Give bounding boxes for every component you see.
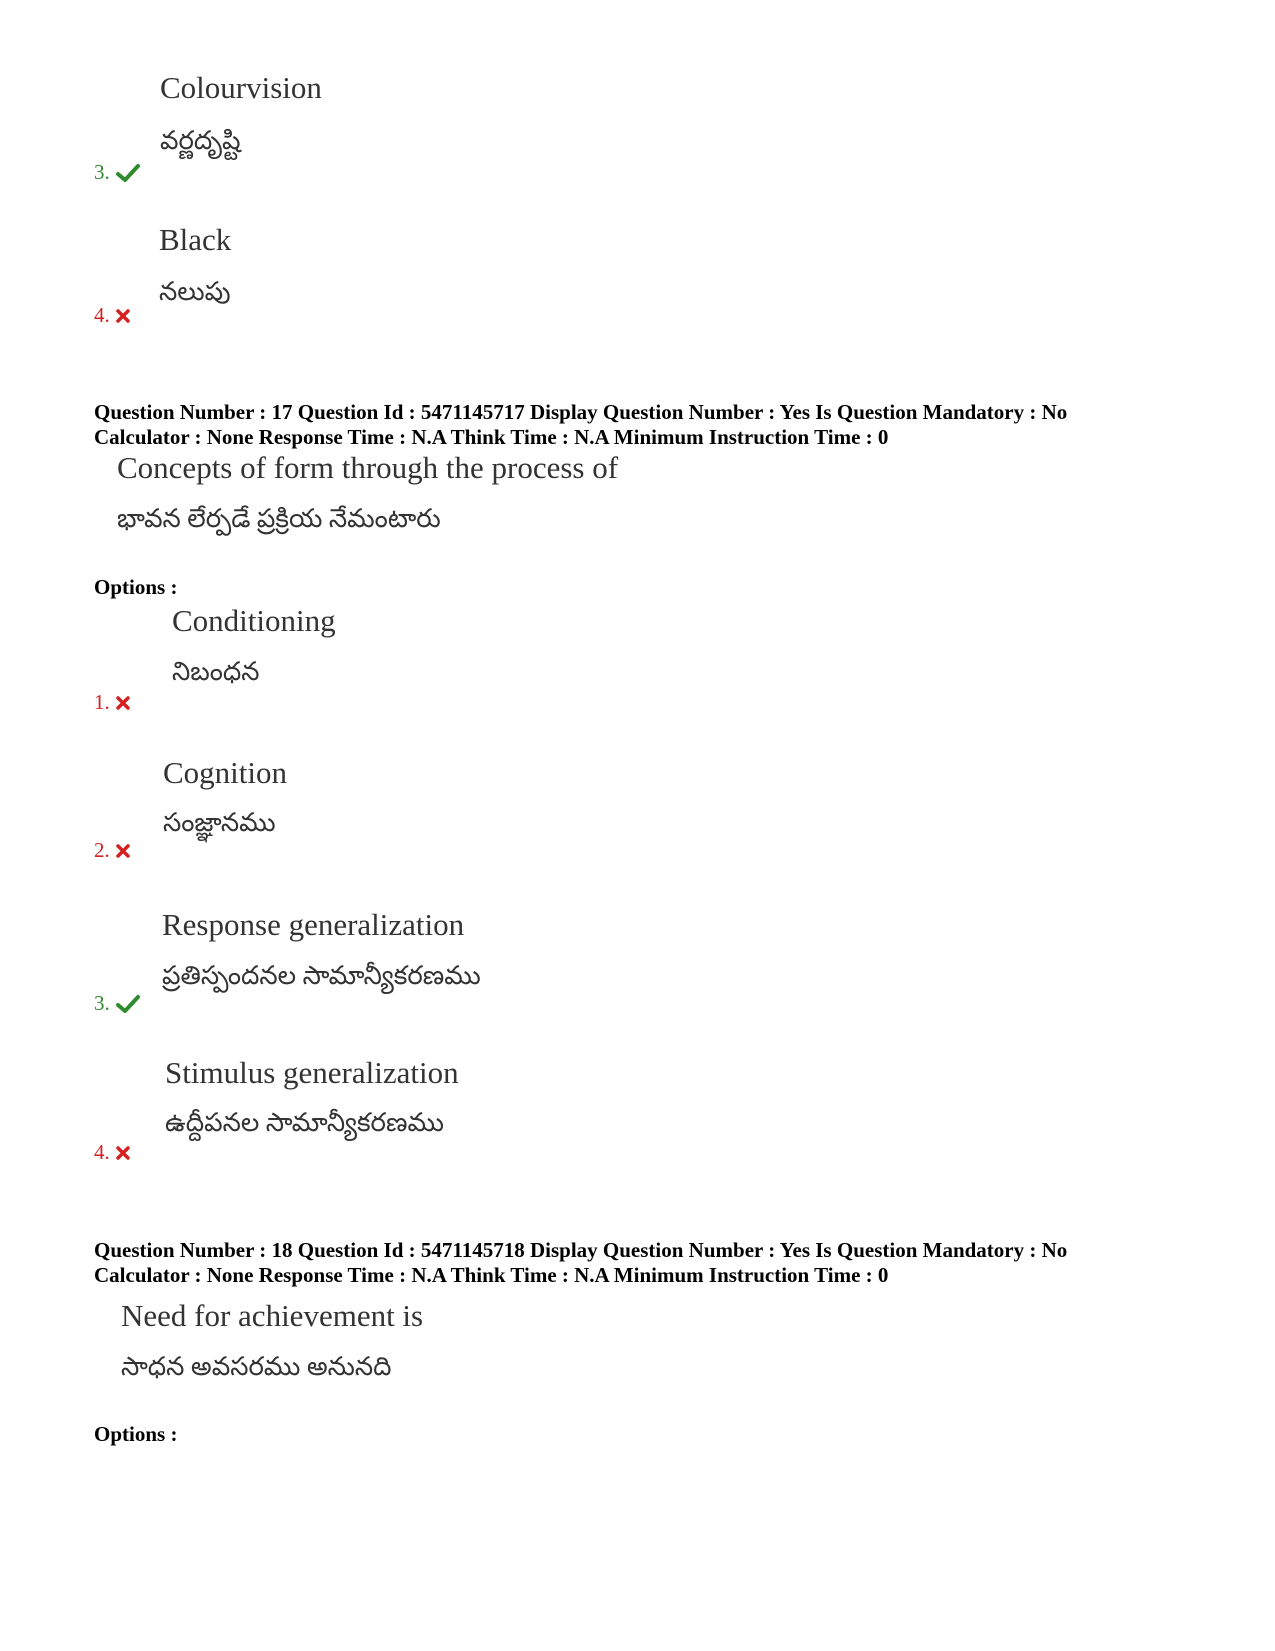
- prev-option-3-text-te: వర్ణదృష్టి: [160, 126, 241, 155]
- q17-option-2-text-en: Cognition: [163, 755, 288, 790]
- cross-icon: [116, 309, 130, 323]
- cross-icon: [116, 1146, 130, 1160]
- question-17-text-en: Concepts of form through the process of: [117, 450, 619, 485]
- question-18-meta: [94, 1238, 1067, 1288]
- q17-option-3-text-en: Response generalization: [162, 907, 465, 942]
- cross-icon: [116, 696, 130, 710]
- check-icon: [116, 164, 140, 182]
- q17-option-1-text-te: నిబంధన: [172, 657, 260, 686]
- question-18-meta-line2: Calculator : None Response Time : N.A Think Time : N.A Minimum Instruction Time : 0: [94, 1263, 889, 1287]
- option-number: 2.: [94, 838, 110, 862]
- question-18-text-en: Need for achievement is: [121, 1298, 424, 1333]
- option-number: 3.: [94, 160, 110, 184]
- question-17-options-label: Options :: [94, 575, 178, 599]
- q17-option-3-marker: [94, 991, 140, 1016]
- q17-option-3-text-te: ప్రతిస్పందనల సామాన్యీకరణము: [162, 961, 481, 990]
- question-17-meta-line1: Question Number : 17 Question Id : 5471145717 Display Question Number : Yes Is Question Mandatory : No: [94, 400, 1068, 424]
- q17-option-4-text-te: ఉద్దీపనల సామాన్యీకరణము: [165, 1108, 444, 1137]
- option-number: 3.: [94, 991, 110, 1015]
- cross-icon: [116, 844, 130, 858]
- q17-option-1-text-en: Conditioning: [172, 603, 336, 638]
- q17-option-1-marker: [94, 690, 130, 715]
- prev-option-4-text-te: నలుపు: [159, 277, 231, 306]
- prev-option-4-marker: [94, 303, 130, 328]
- q17-option-2-text-te: సంజ్ఞానము: [163, 808, 276, 837]
- prev-option-3-marker: [94, 160, 140, 185]
- prev-option-3-text-en: Colourvision: [160, 70, 322, 105]
- question-17-text-te: భావన లేర్పడే ప్రక్రియ నేమంటారు: [117, 504, 441, 533]
- q17-option-4-text-en: Stimulus generalization: [165, 1055, 459, 1090]
- check-icon: [116, 995, 140, 1013]
- option-number: 4.: [94, 1140, 110, 1164]
- q17-option-4-marker: [94, 1140, 130, 1165]
- question-18-text-te: సాధన అవసరము అనునది: [121, 1352, 392, 1381]
- option-number: 4.: [94, 303, 110, 327]
- question-18-meta-line1: Question Number : 18 Question Id : 5471145718 Display Question Number : Yes Is Question Mandatory : No: [94, 1238, 1068, 1262]
- q17-option-2-marker: [94, 838, 130, 863]
- question-18-options-label: Options :: [94, 1422, 178, 1446]
- question-17-meta-line2: Calculator : None Response Time : N.A Think Time : N.A Minimum Instruction Time : 0: [94, 425, 889, 449]
- prev-option-4-text-en: Black: [159, 222, 232, 257]
- option-number: 1.: [94, 690, 110, 714]
- question-17-meta: [94, 400, 1067, 450]
